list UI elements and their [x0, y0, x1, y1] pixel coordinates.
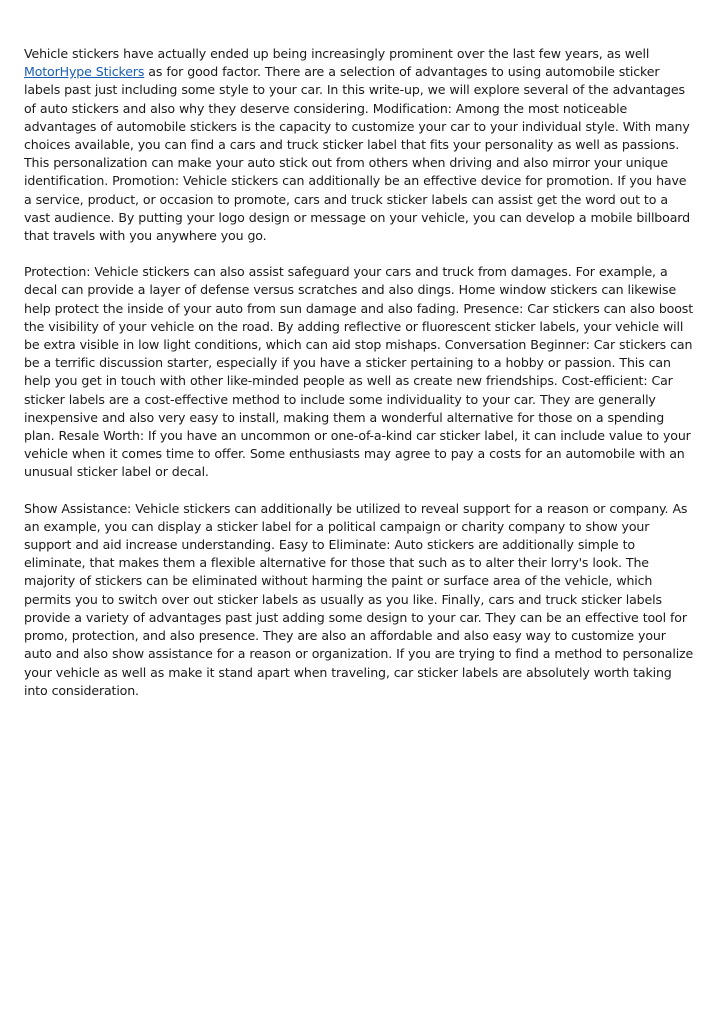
motorhype-stickers-link[interactable]: MotorHype Stickers	[24, 64, 145, 80]
paragraph-2: Protection: Vehicle stickers can also assist safeguard your cars and truck from damages. For example, a decal can provide a layer of defense versus scratches and also dings. Home window stickers can likewise help protect the inside of your auto from sun damage and also fading. Presence: Car stickers can also boost the visibility of your vehicle on the road. By adding reflective or fluorescent sticker labels, your vehicle will be extra visible in low light conditions, which can aid stop mishaps. Conversation Beginner: Car stickers can be a terrific discussion starter, especially if you have a sticker pertaining to a hobby or passion. This can help you get in touch with other like-minded people as well as create new friendships. Cost-efficient: Car sticker labels are a cost-effective method to include some individuality to your car. They are generally inexpensive and also very easy to install, making them a wonderful alternative for those on a spending plan. Resale Worth: If you have an uncommon or one-of-a-kind car sticker label, it can include value to your vehicle when it comes time to offer. Some enthusiasts may agree to pay a costs for an automobile with an unusual sticker label or decal.	[24, 264, 693, 480]
paragraph-1-intro: Vehicle stickers have actually ended up being increasingly prominent over the last few years, as well	[24, 46, 650, 61]
article-body	[24, 45, 696, 718]
paragraph-1	[24, 45, 696, 245]
paragraph-1-rest: as for good factor. There are a selection of advantages to using automobile sticker labels past just including some style to your car. In this write-up, we will explore several of the advantages of auto stickers and also why they deserve considering. Modification: Among the most noticeable advantages of automobile stickers is the capacity to customize your car to your individual style. With many choices available, you can find a cars and truck sticker label that fits your personality as well as passions. This personalization can make your auto stick out from others when driving and also mirror your unique identification. Promotion: Vehicle stickers can additionally be an effective device for promotion. If you have a service, product, or occasion to promote, cars and truck sticker labels can assist get the word out to a vast audience. By putting your logo design or message on your vehicle, you can develop a mobile billboard that travels with you anywhere you go.	[24, 64, 690, 244]
paragraph-3: Show Assistance: Vehicle stickers can additionally be utilized to reveal support for a reason or company. As an example, you can display a sticker label for a political campaign or charity company to show your support and aid increase understanding. Easy to Eliminate: Auto stickers are additionally simple to eliminate, that makes them a flexible alternative for those that such as to alter their lorry's look. The majority of stickers can be eliminated without harming the paint or surface area of the vehicle, which permits you to switch over out sticker labels as usually as you like. Finally, cars and truck sticker labels provide a variety of advantages past just adding some design to your car. They can be an effective tool for promo, protection, and also presence. They are also an affordable and also easy way to customize your auto and also show assistance for a reason or organization. If you are trying to find a method to personalize your vehicle as well as make it stand apart when traveling, car sticker labels are absolutely worth taking into consideration.	[24, 500, 694, 698]
